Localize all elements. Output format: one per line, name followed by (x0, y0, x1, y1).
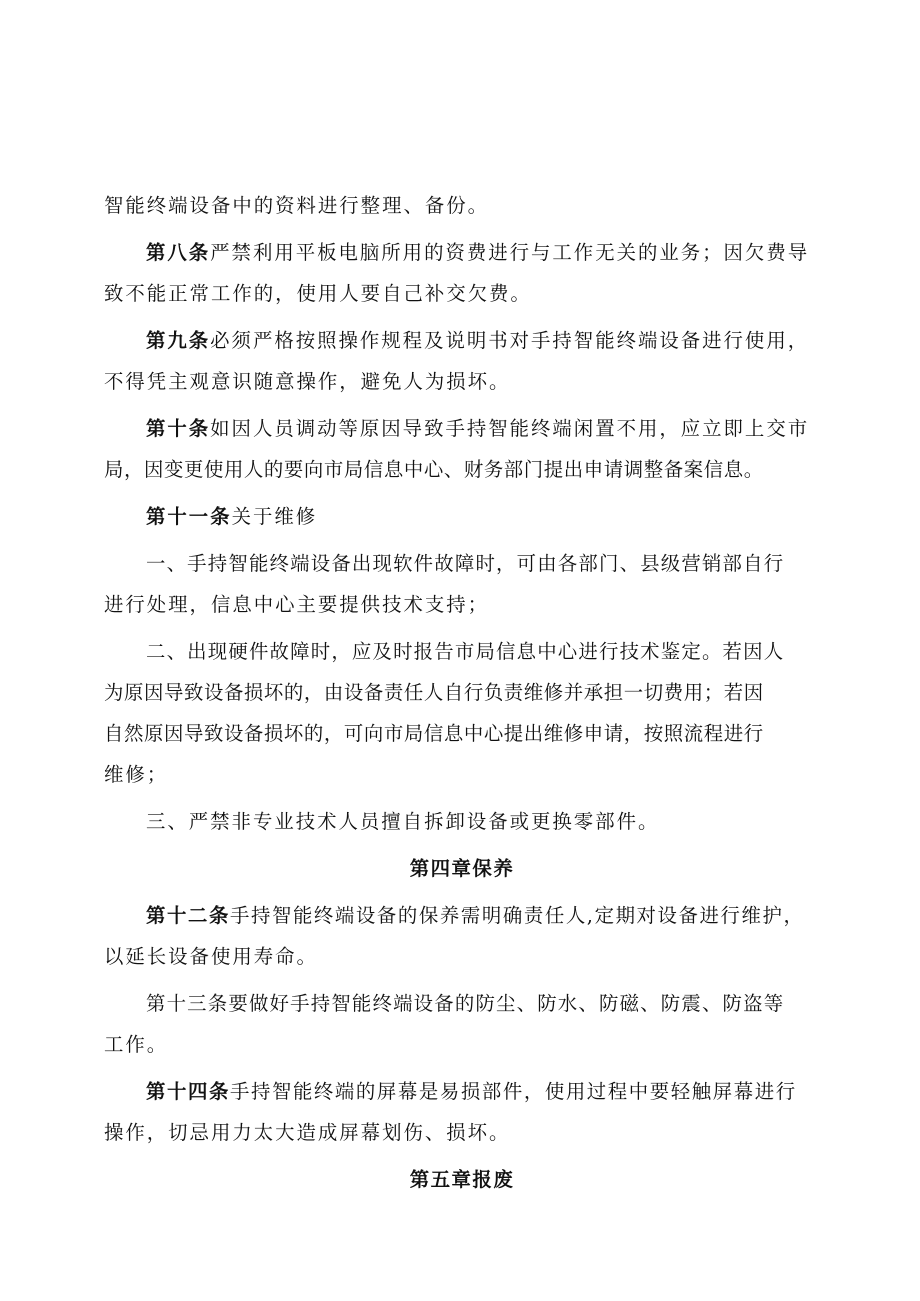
article-9-label: 第九条 (146, 329, 211, 352)
article-11-label: 第十一条 (146, 505, 232, 528)
article-8-text-1: 严禁利用平板电脑所用的资费进行与工作无关的业务；因欠费导 (210, 241, 810, 264)
article-8-text-2: 致不能正常工作的，使用人要自己补交欠费。 (104, 282, 532, 305)
paragraph-continuation: 智能终端设备中的资料进行整理、备份。 (104, 194, 490, 217)
article-11-text-1: 关于维修 (231, 505, 318, 528)
article-14-label: 第十四条 (146, 1080, 230, 1103)
article-12-text-2: 以延长设备使用寿命。 (104, 945, 318, 968)
article-10-text-1: 如因人员调动等原因导致手持智能终端闲置不用，应立即上交市 (210, 417, 810, 440)
article-10 (104, 408, 820, 490)
article-14-text-1: 手持智能终端的屏幕是易损部件，使用过程中要轻触屏幕进行 (229, 1080, 797, 1103)
article-12-text-1: 手持智能终端设备的保养需明确责任人,定期对设备进行维护， (229, 904, 805, 927)
article-9 (104, 320, 820, 402)
article-14 (104, 1071, 820, 1153)
article-8 (104, 232, 820, 314)
article-11 (104, 496, 820, 537)
chapter-4-heading: 第四章保养 (409, 857, 515, 880)
article-10-label: 第十条 (146, 417, 211, 440)
article-13: 第十三条要做好手持智能终端设备的防尘、防水、防磁、防震、防盗等 工作。 (104, 992, 785, 1056)
article-8-label: 第八条 (146, 241, 211, 264)
document-page (104, 185, 820, 1200)
chapter-5-heading: 第五章报废 (409, 1168, 515, 1191)
article-12 (104, 895, 820, 977)
article-10-text-2: 局，因变更使用人的要向市局信息中心、财务部门提出申请调整备案信息。 (104, 458, 764, 481)
article-9-text-1: 必须严格按照操作规程及说明书对手持智能终端设备进行使用， (210, 329, 810, 352)
article-12-label: 第十二条 (146, 904, 230, 927)
article-11-item-1: 一、手持智能终端设备出现软件故障时，可由各部门、县级营销部自行 进行处理，信息中心主要提供技术支持； (104, 552, 785, 616)
article-11-item-2: 二、出现硬件故障时，应及时报告市局信息中心进行技术鉴定。若因人 为原因导致设备损坏的，由设备责任人自行负责维修并承担一切费用；若因 自然原因导致设备损坏的，可向市局信息中心提出维修申请，按照流程进行 维修； (104, 640, 785, 786)
article-9-text-2: 不得凭主观意识随意操作，避免人为损坏。 (104, 370, 511, 393)
article-14-text-2: 操作，切忌用力太大造成屏幕划伤、损坏。 (104, 1121, 511, 1144)
article-11-item-3: 三、严禁非专业技术人员擅自拆卸设备或更换零部件。 (146, 810, 660, 833)
